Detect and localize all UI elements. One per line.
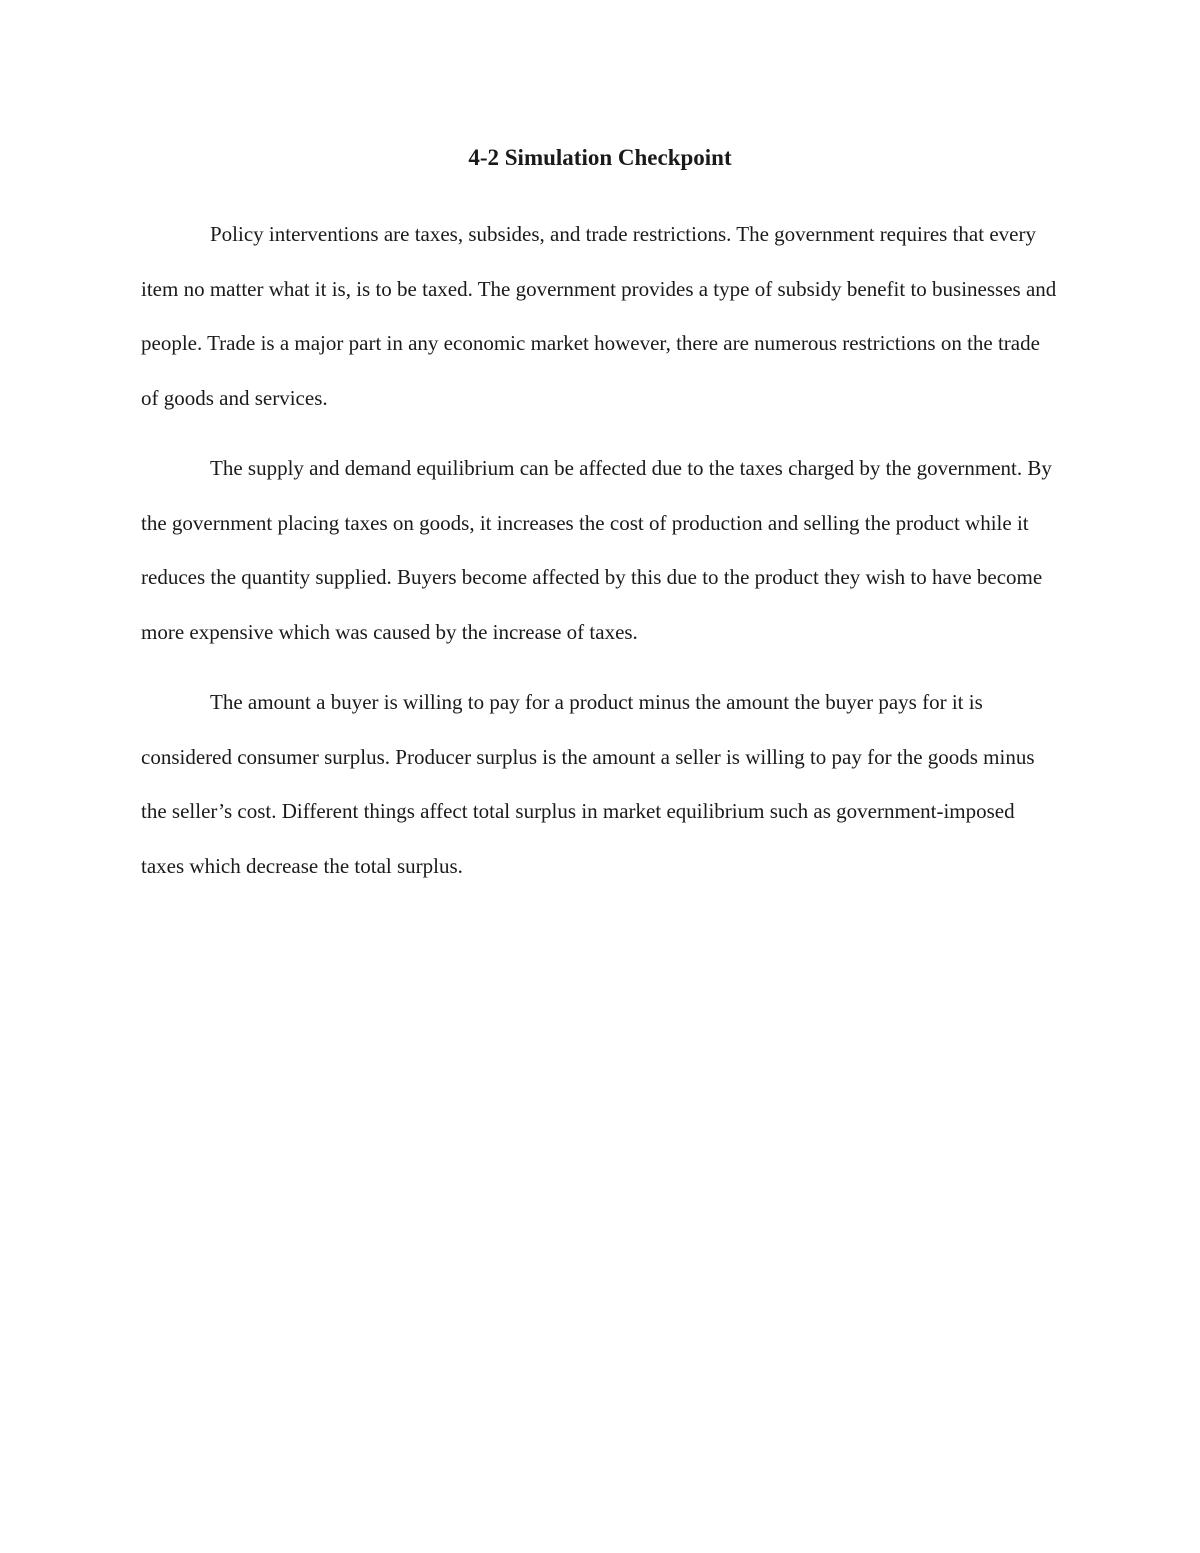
paragraph-policy-interventions: Policy interventions are taxes, subsides, and trade restrictions. The government requires that every item no matter what it is, is to be taxed. The government provides a type of subsidy benefit to businesses and people. Trade is a major part in any economic market however, there are numerous restrictions on the trade of goods and services.	[141, 222, 1057, 410]
document-title: 4-2 Simulation Checkpoint	[468, 145, 732, 170]
document-body	[141, 207, 1061, 909]
paragraph-surplus: The amount a buyer is willing to pay for a product minus the amount the buyer pays for it is considered consumer surplus. Producer surplus is the amount a seller is willing to pay for the goods minus the seller’s cost. Different things affect total surplus in market equilibrium such as government-imposed taxes which decrease the total surplus.	[141, 690, 1035, 878]
paragraph-supply-demand: The supply and demand equilibrium can be affected due to the taxes charged by the government. By the government placing taxes on goods, it increases the cost of production and selling the product while it reduces the quantity supplied. Buyers become affected by this due to the product they wish to have become more expensive which was caused by the increase of taxes.	[141, 456, 1052, 644]
